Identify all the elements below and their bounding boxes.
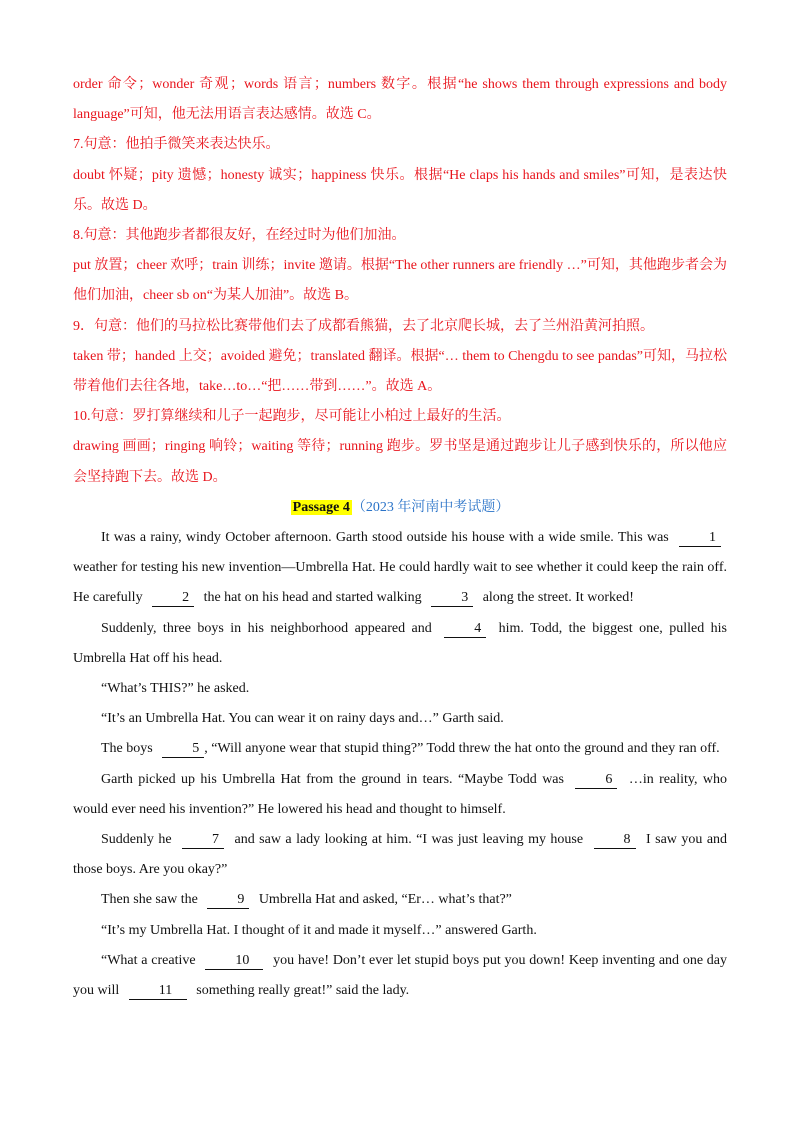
passage-paragraph-3: “What’s THIS?” he asked. <box>101 681 250 697</box>
explanation-9-detail: taken 带；handed 上交；avoided 避免；translated 翻译。根据“… them to Chengdu to see pandas”可知，马拉松带着他们去往各地，take…to…“把……带到……”。故选 A。 <box>73 348 727 395</box>
text: It was a rainy, windy October afternoon. Garth stood outside his house with a wide smile. This was <box>101 530 669 546</box>
passage-heading <box>73 493 727 523</box>
text: weather for testing his new invention—Umbrella Hat. He could hardly wait to see whether it could keep the rain off. He carefully <box>73 560 727 606</box>
text: something really great!” said the lady. <box>196 983 410 999</box>
blank-7[interactable]: 7 <box>182 832 224 849</box>
text: The boys <box>101 741 153 757</box>
text: Suddenly, three boys in his neighborhood appeared and <box>101 620 432 636</box>
blank-4[interactable]: 4 <box>444 621 486 638</box>
document-page <box>73 70 727 1006</box>
blank-10[interactable]: 10 <box>205 953 263 970</box>
passage-paragraph-6 <box>73 765 727 825</box>
text: I saw you and those boys. Are you okay?” <box>73 832 728 878</box>
text: and saw a lady looking at him. “I was just leaving my house <box>234 832 584 848</box>
explanation-8-detail: put 放置；cheer 欢呼；train 训练；invite 邀请。根据“The other runners are friendly …”可知，其他跑步者会为他们加油，cheer sb on“为某人加油”。故选 B。 <box>73 258 727 304</box>
text: along the street. It worked! <box>482 590 634 606</box>
text: Then she saw the <box>101 892 198 908</box>
explanation-10-meaning: 10.句意：罗打算继续和儿子一起跑步，尽可能让小柏过上最好的生活。 <box>73 409 511 425</box>
text: Suddenly he <box>101 832 172 848</box>
text: Umbrella Hat and asked, “Er… what’s that?” <box>258 892 512 908</box>
text: , “Will anyone wear that stupid thing?” Todd threw the hat onto the ground and they ran off. <box>204 741 720 757</box>
blank-1[interactable]: 1 <box>679 530 721 547</box>
text: “What a creative <box>101 952 196 968</box>
passage-paragraph-8 <box>73 885 727 915</box>
passage-paragraph-4: “It’s an Umbrella Hat. You can wear it on rainy days and…” Garth said. <box>101 711 504 727</box>
explanation-8-meaning: 8.句意：其他跑步者都很友好，在经过时为他们加油。 <box>73 228 406 244</box>
blank-3[interactable]: 3 <box>431 590 473 607</box>
blank-6[interactable]: 6 <box>575 772 617 789</box>
passage-source: （2023 年河南中考试题） <box>351 499 510 515</box>
explanation-9-meaning: 9．句意：他们的马拉松比赛带他们去了成都看熊猫，去了北京爬长城，去了兰州沿黄河拍照。 <box>73 318 654 334</box>
explanation-7-detail: doubt 怀疑；pity 遗憾；honesty 诚实；happiness 快乐。根据“He claps his hands and smiles”可知，是表达快乐。故选 D。 <box>73 167 727 213</box>
explanation-7-meaning: 7.句意：他拍手微笑来表达快乐。 <box>73 137 280 153</box>
passage-label: Passage 4 <box>292 499 350 515</box>
text: …in reality, who would ever need his invention?” He lowered his head and thought to himself. <box>73 771 728 817</box>
text: him. Todd, the biggest one, pulled his Umbrella Hat off his head. <box>73 620 728 666</box>
blank-5[interactable]: 5 <box>162 741 204 758</box>
text: Garth picked up his Umbrella Hat from the ground in tears. “Maybe Todd was <box>101 771 564 787</box>
text: you have! Don’t ever let stupid boys put you down! Keep inventing and one day you will <box>73 952 728 999</box>
passage-paragraph-5 <box>73 734 727 764</box>
passage-paragraph-10 <box>73 946 727 1006</box>
blank-11[interactable]: 11 <box>129 983 187 1000</box>
passage-paragraph-2 <box>73 614 727 674</box>
blank-2[interactable]: 2 <box>152 590 194 607</box>
blank-8[interactable]: 8 <box>594 832 636 849</box>
explanation-10-detail: drawing 画画；ringing 响铃；waiting 等待；running 跑步。罗书坚是通过跑步让儿子感到快乐的，所以他应会坚持跑下去。故选 D。 <box>73 439 727 485</box>
passage-paragraph-9: “It’s my Umbrella Hat. I thought of it and made it myself…” answered Garth. <box>101 922 537 938</box>
passage-paragraph-1 <box>73 523 727 614</box>
blank-9[interactable]: 9 <box>207 892 249 909</box>
text: the hat on his head and started walking <box>203 590 422 606</box>
passage-paragraph-7 <box>73 825 727 885</box>
explanation-6-detail: order 命令；wonder 奇观；words 语言；numbers 数字。根据“he shows them through expressions and body language”可知，他无法用语言表达感情。故选 C。 <box>73 77 727 123</box>
